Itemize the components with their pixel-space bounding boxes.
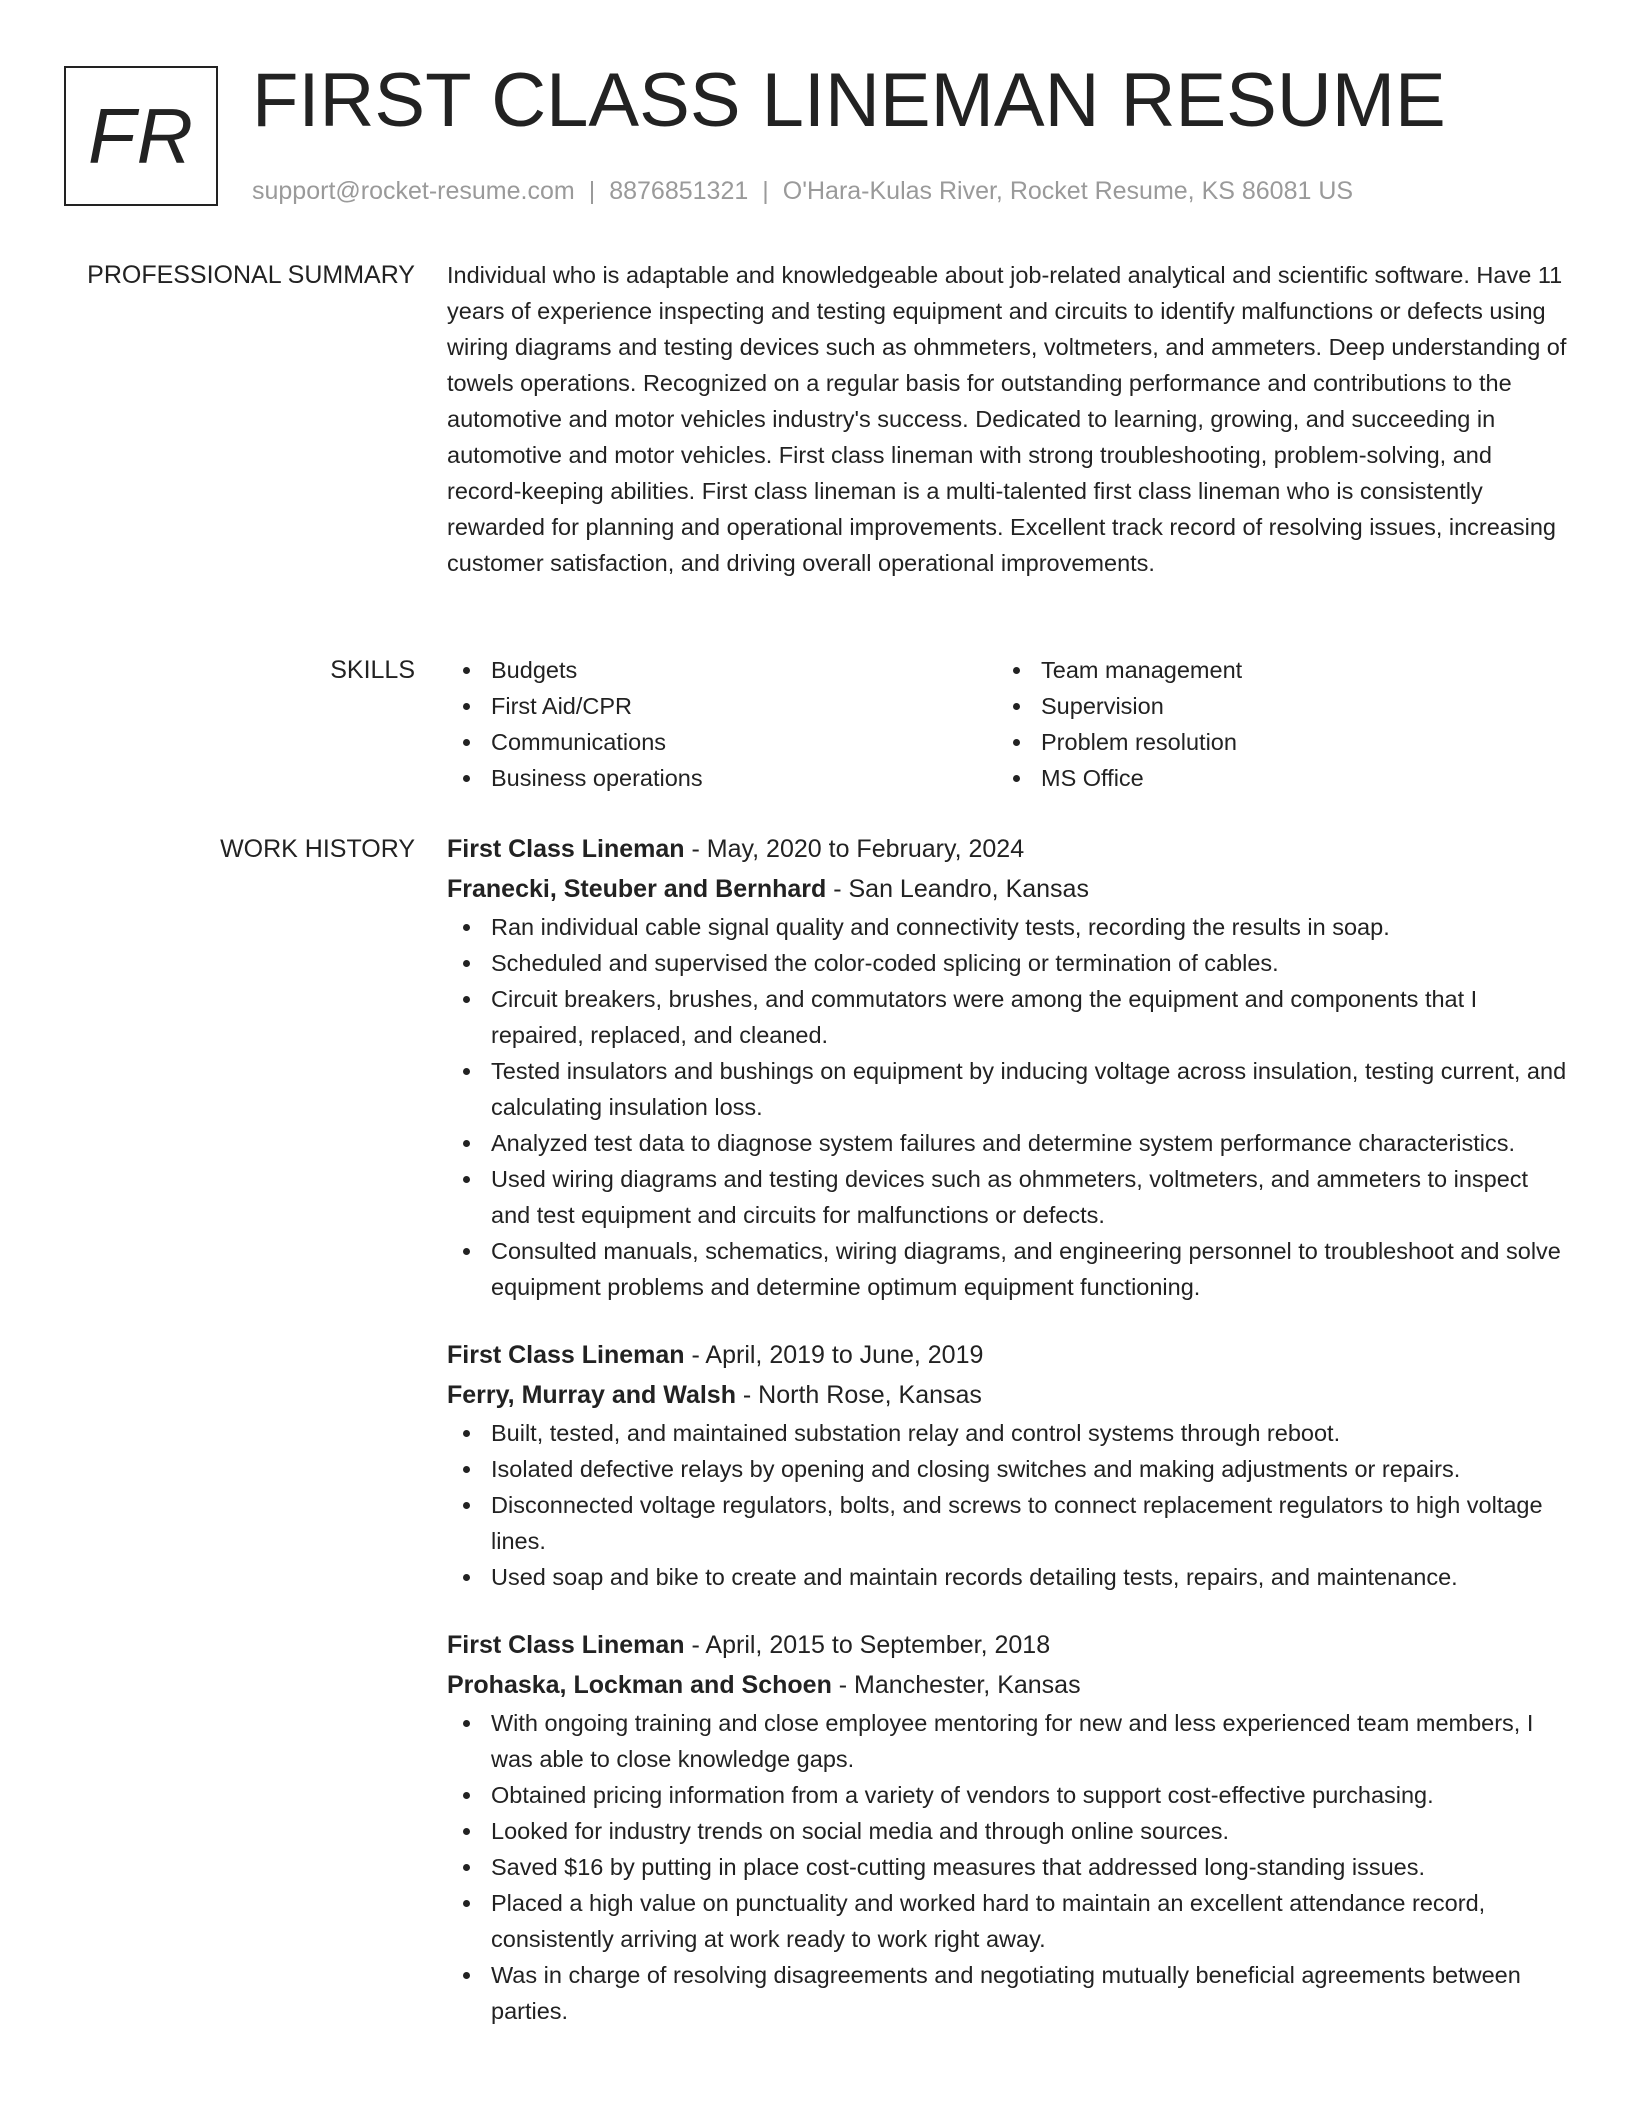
skill-item: Team management <box>997 652 1547 688</box>
job-title-line <box>447 1625 1567 1665</box>
job-title-line <box>447 1335 1567 1375</box>
resume-title: FIRST CLASS LINEMAN RESUME <box>252 58 1446 143</box>
job-title: First Class Lineman <box>447 1341 685 1369</box>
job-bullet: Isolated defective relays by opening and closing switches and making adjustments or repairs. <box>447 1451 1567 1487</box>
job-company: Ferry, Murray and Walsh <box>447 1381 736 1409</box>
job-location: - Manchester, Kansas <box>831 1671 1081 1699</box>
contact-phone: 8876851321 <box>609 177 749 205</box>
job-bullet: Ran individual cable signal quality and connectivity tests, recording the results in soap. <box>447 909 1567 945</box>
job-dates: - May, 2020 to February, 2024 <box>684 835 1025 863</box>
job-bullet: Tested insulators and bushings on equipment by inducing voltage across insulation, testing current, and calculating insulation loss. <box>447 1053 1567 1125</box>
skills-list <box>447 652 1567 796</box>
skill-item: Business operations <box>447 760 997 796</box>
job-bullet: Consulted manuals, schematics, wiring diagrams, and engineering personnel to troubleshoot and solve equipment problems and determine optimum equipment functioning. <box>447 1233 1567 1305</box>
job-title-line <box>447 829 1567 869</box>
job-company: Prohaska, Lockman and Schoen <box>447 1671 832 1699</box>
skill-item: Communications <box>447 724 997 760</box>
job-bullet: Obtained pricing information from a variety of vendors to support cost-effective purchasing. <box>447 1777 1567 1813</box>
job-entry <box>447 829 1567 1305</box>
contact-separator: | <box>762 177 769 205</box>
contact-email: support@rocket-resume.com <box>252 177 575 205</box>
job-location: - San Leandro, Kansas <box>826 875 1089 903</box>
job-title: First Class Lineman <box>447 1631 685 1659</box>
section-heading-work-history: WORK HISTORY <box>220 835 415 863</box>
job-bullet: Was in charge of resolving disagreements and negotiating mutually beneficial agreements between parties. <box>447 1957 1567 2029</box>
job-bullet: Built, tested, and maintained substation relay and control systems through reboot. <box>447 1415 1567 1451</box>
job-bullet: Used soap and bike to create and maintain records detailing tests, repairs, and maintenance. <box>447 1559 1567 1595</box>
skills-body <box>447 652 1567 796</box>
job-bullet: Used wiring diagrams and testing devices such as ohmmeters, voltmeters, and ammeters to inspect and test equipment and circuits for malfunctions or defects. <box>447 1161 1567 1233</box>
job-bullet: Circuit breakers, brushes, and commutators were among the equipment and components that I repaired, replaced, and cleaned. <box>447 981 1567 1053</box>
job-bullets <box>447 909 1567 1305</box>
job-bullet: Scheduled and supervised the color-coded splicing or termination of cables. <box>447 945 1567 981</box>
skill-item: MS Office <box>997 760 1547 796</box>
section-heading-skills: SKILLS <box>330 656 415 684</box>
job-bullet: Placed a high value on punctuality and worked hard to maintain an excellent attendance record, consistently arriving at work ready to work right away. <box>447 1885 1567 1957</box>
job-bullet: Saved $16 by putting in place cost-cutting measures that addressed long-standing issues. <box>447 1849 1567 1885</box>
job-dates: - April, 2015 to September, 2018 <box>684 1631 1051 1659</box>
job-bullet: With ongoing training and close employee mentoring for new and less experienced team members, I was able to close knowledge gaps. <box>447 1705 1567 1777</box>
job-bullet: Analyzed test data to diagnose system failures and determine system performance characteristics. <box>447 1125 1567 1161</box>
contact-address: O'Hara-Kulas River, Rocket Resume, KS 86081 US <box>782 177 1354 205</box>
section-heading-summary: PROFESSIONAL SUMMARY <box>87 261 415 289</box>
job-bullet: Looked for industry trends on social media and through online sources. <box>447 1813 1567 1849</box>
skill-item: Supervision <box>997 688 1547 724</box>
job-company: Franecki, Steuber and Bernhard <box>447 875 827 903</box>
job-bullet: Disconnected voltage regulators, bolts, and screws to connect replacement regulators to high voltage lines. <box>447 1487 1567 1559</box>
job-company-line <box>447 1665 1567 1705</box>
contact-separator: | <box>588 177 596 205</box>
skill-item: First Aid/CPR <box>447 688 997 724</box>
contact-line <box>252 174 1353 208</box>
monogram-logo: FR <box>64 66 218 206</box>
job-bullets <box>447 1415 1567 1595</box>
job-company-line <box>447 869 1567 909</box>
job-title: First Class Lineman <box>447 835 685 863</box>
job-entry <box>447 1335 1567 1595</box>
job-entry <box>447 1625 1567 2029</box>
job-company-line <box>447 1375 1567 1415</box>
skill-item: Problem resolution <box>997 724 1547 760</box>
job-location: - North Rose, Kansas <box>735 1381 982 1409</box>
job-dates: - April, 2019 to June, 2019 <box>684 1341 984 1369</box>
skill-item: Budgets <box>447 652 997 688</box>
summary-text: Individual who is adaptable and knowledgeable about job-related analytical and scientific software. Have 11 years of experience inspecting and testing equipment and circuits to identify malfunctions or defects using wiring diagrams and testing devices such as ohmmeters, voltmeters, and ammeters. Deep understanding of towels operations. Recognized on a regular basis for outstanding performance and contributions to the automotive and motor vehicles industry's success. Dedicated to learning, growing, and succeeding in automotive and motor vehicles. First class lineman with strong troubleshooting, problem-solving, and record-keeping abilities. First class lineman is a multi-talented first class lineman who is consistently rewarded for planning and operational improvements. Excellent track record of resolving issues, increasing customer satisfaction, and driving overall operational improvements. <box>447 262 1567 576</box>
work-history-body <box>447 829 1567 2059</box>
summary-body <box>447 257 1567 581</box>
job-bullets <box>447 1705 1567 2029</box>
